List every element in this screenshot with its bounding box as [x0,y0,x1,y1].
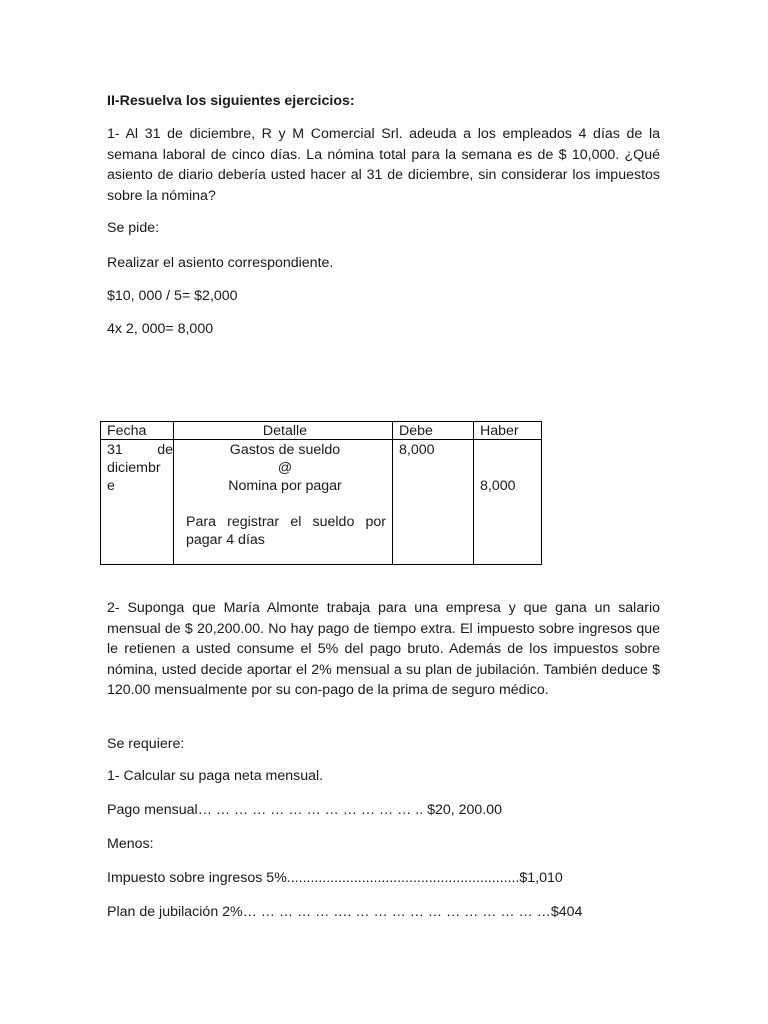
entry-date [107,441,173,495]
column-divider [173,422,174,564]
debe-amount: 8,000 [399,442,435,458]
plan-jubilacion-line: Plan de jubilación 2%… … … … … …. … … … … … … … … … … …$404 [107,904,583,920]
date-month-end: e [107,478,115,494]
entry-description: Para registrar el sueldo por pagar 4 días [186,514,386,548]
date-day: 31 [107,442,123,458]
column-divider [473,422,474,564]
exercise-2-paragraph: 2- Suponga que María Almonte trabaja para una empresa y que gana un salario mensual de $ 20,200.00. No hay pago de tiempo extra. El impuesto sobre ingresos que le retienen a usted consume el 5% del pago bruto. Además de los impuestos sobre nómina, usted decide aportar el 2% mensual a su plan de jubilación. También deduce $ 120.00 mensualmente por su con-pago de la prima de seguro médico. [107,600,660,698]
at-symbol: @ [277,460,293,476]
impuesto-line: Impuesto sobre ingresos 5%...........................................................$1,010 [107,870,563,886]
header-haber: Haber [480,423,519,439]
date-de: de [157,442,173,458]
column-divider [392,422,393,564]
calculation-line-1: $10, 000 / 5= $2,000 [107,288,238,304]
se-pide-label: Se pide: [107,220,160,236]
exercise-1-paragraph: 1- Al 31 de diciembre, R y M Comercial Srl. adeuda a los empleados 4 días de la semana laboral de cinco días. La nómina total para la semana es de $ 10,000. ¿Qué asiento de diario debería usted hacer al 31 de diciembre, sin considerar los impuestos sobre la nómina? [107,126,660,204]
se-requiere-label: Se requiere: [107,736,185,752]
credit-account: Nomina por pagar [228,478,342,494]
header-detalle: Detalle [262,423,308,439]
task-1-text: 1- Calcular su paga neta mensual. [107,768,324,784]
header-debe: Debe [399,423,433,439]
journal-entry-table [100,421,542,565]
debit-account: Gastos de sueldo [229,442,341,458]
pago-mensual-line: Pago mensual… … … … … … … … … … … … .. $20, 200.00 [107,802,503,818]
header-fecha: Fecha [107,423,147,439]
section-heading: II-Resuelva los siguientes ejercicios: [107,93,355,109]
menos-label: Menos: [107,836,154,852]
haber-amount: 8,000 [480,478,516,494]
instruction-text: Realizar el asiento correspondiente. [107,255,334,271]
calculation-line-2: 4x 2, 000= 8,000 [107,321,214,337]
date-month: diciembr [107,460,161,476]
